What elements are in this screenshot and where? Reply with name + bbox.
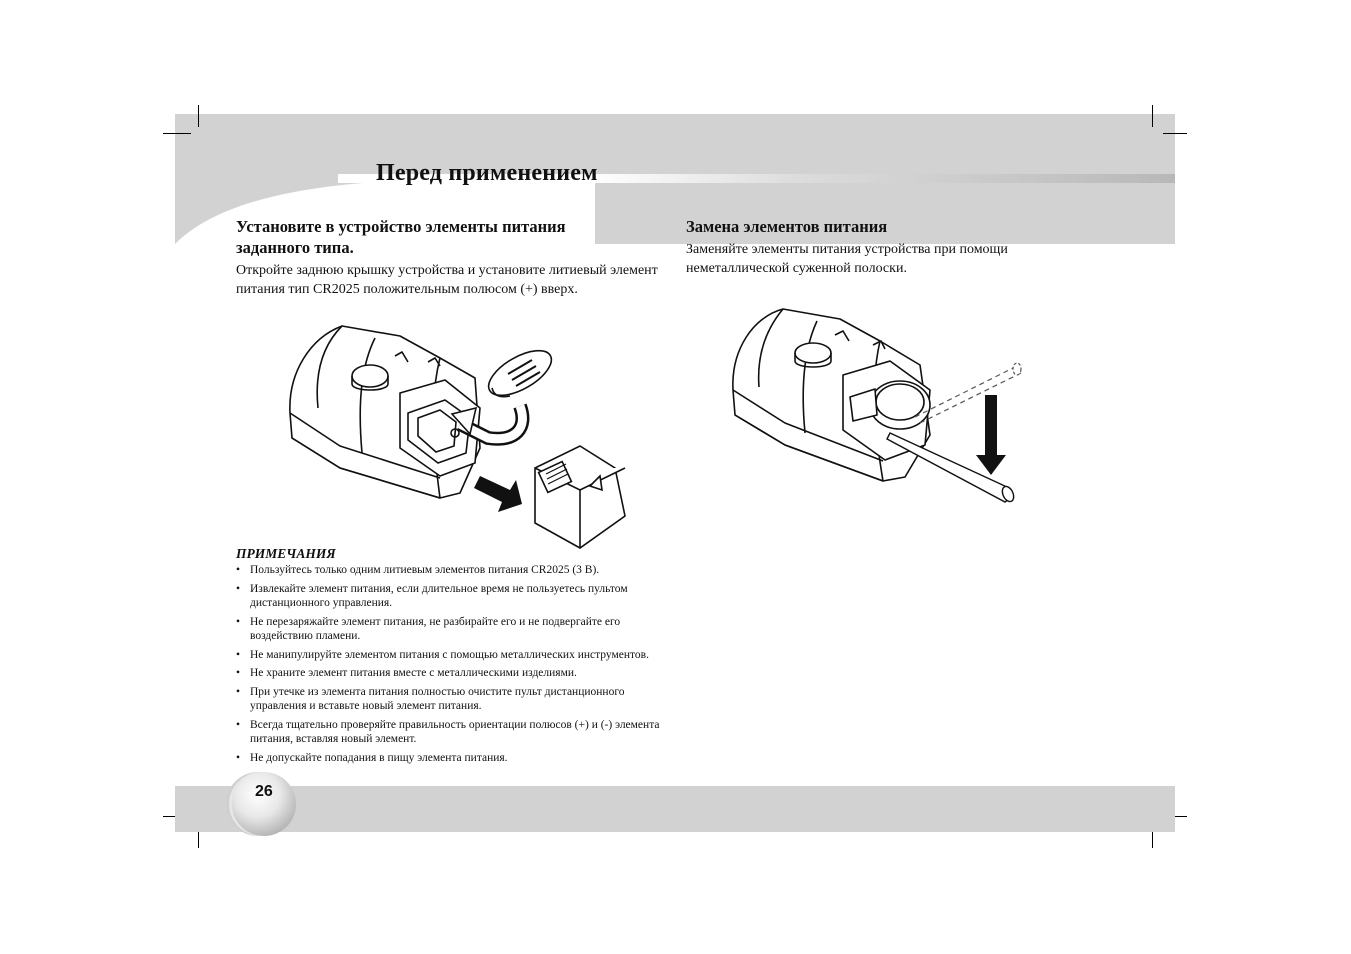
section-body-replace: Заменяйте элементы питания устройства при помощи неметаллической суженной полоски. bbox=[686, 242, 1008, 276]
remote-battery-insert-illustration bbox=[280, 318, 630, 554]
section-heading-install: Установите в устройство элементы питания заданного типа. bbox=[236, 217, 566, 257]
section-body-install: Откройте заднюю крышку устройства и установите литиевый элемент питания тип CR2025 положительным полюсом (+) вверх. bbox=[236, 263, 658, 297]
remote-battery-replace-illustration bbox=[725, 305, 1035, 515]
notes-title: ПРИМЕЧАНИЯ bbox=[236, 546, 336, 561]
page-number: 26 bbox=[255, 783, 273, 800]
note-item: • Всегда тщательно проверяйте правильность ориентации полюсов (+) и (-) элемента питания, вставляя новый элемент. bbox=[236, 718, 668, 747]
crop-mark bbox=[1152, 105, 1153, 127]
note-item: • Не манипулируйте элементом питания с помощью металлических инструментов. bbox=[236, 648, 668, 663]
crop-mark bbox=[163, 133, 191, 134]
page-title: Перед применением bbox=[376, 160, 598, 186]
crop-mark bbox=[198, 105, 199, 127]
page-number-badge bbox=[232, 772, 296, 836]
note-item: • Не храните элемент питания вместе с металлическими изделиями. bbox=[236, 666, 668, 681]
note-item: • При утечке из элемента питания полностью очистите пульт дистанционного управления и вставьте новый элемент питания. bbox=[236, 685, 668, 714]
footer-band bbox=[175, 786, 1175, 832]
crop-mark bbox=[1163, 133, 1187, 134]
note-item: • Пользуйтесь только одним литиевым элементов питания CR2025 (3 В). bbox=[236, 563, 668, 578]
section-heading-replace: Замена элементов питания bbox=[686, 217, 888, 236]
note-item: • Не перезаряжайте элемент питания, не разбирайте его и не подвергайте его воздействию пламени. bbox=[236, 615, 668, 644]
notes-list bbox=[236, 563, 668, 769]
note-item: • Извлекайте элемент питания, если длительное время не пользуетесь пультом дистанционного управления. bbox=[236, 582, 668, 611]
note-item: • Не допускайте попадания в пищу элемента питания. bbox=[236, 751, 668, 766]
